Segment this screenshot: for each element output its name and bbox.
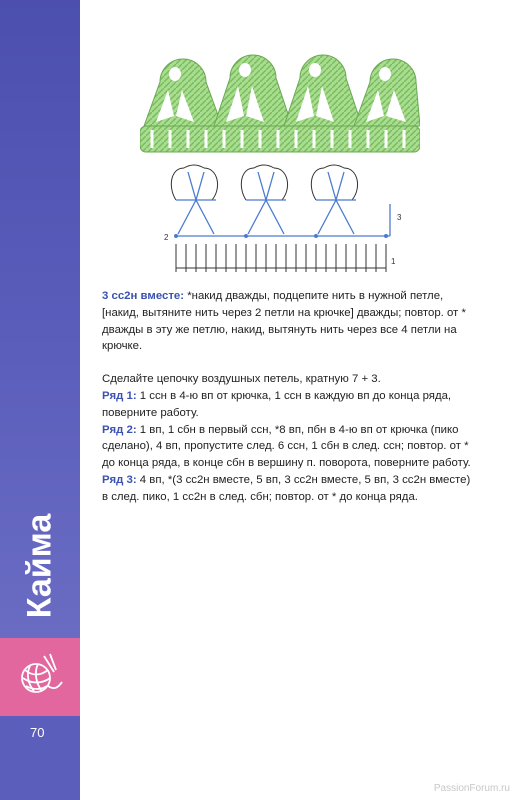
row-3-instruction (102, 472, 474, 506)
row-2-label: Ряд 2: (102, 423, 137, 436)
stitch-term: 3 сс2н вместе: (102, 290, 185, 302)
crochet-chart-diagram (160, 160, 410, 280)
row-3-label: Ряд 3: (102, 473, 137, 486)
row-1-text: 1 ссн в 4-ю вп от крючка, 1 ссн в каждую вп до конца ряда, поверните работу. (102, 389, 452, 419)
stitch-term-description: *накид дважды, подцепите нить в нужной петле, [накид, вытяните нить через 2 петли на крючке] дважды; повтор. от * дважды в эту же петлю, накид, вытянуть нить через все 4 петли на крючке. (102, 290, 466, 353)
stitch-definition (102, 288, 474, 355)
row-2-instruction (102, 422, 474, 472)
watermark: PassionForum.ru (433, 783, 510, 794)
page-number: 70 (30, 725, 45, 740)
row-3-text: 4 вп, *(3 сс2н вместе, 5 вп, 3 сс2н вместе, 5 вп, 3 сс2н вместе) в след. пико, 1 сс2н в след. сбн; повтор. от * до конца ряда. (102, 473, 471, 503)
pattern-instructions (102, 288, 474, 506)
section-title-text: Кайма (20, 513, 59, 619)
diagram-row-2-label: 2 (164, 233, 169, 242)
pattern-intro: Сделайте цепочку воздушных петель, кратную 7 + 3. (102, 373, 381, 386)
section-title (8, 508, 72, 624)
diagram-row-1-label: 1 (391, 257, 396, 266)
diagram-row-3-label: 3 (397, 213, 402, 222)
lace-edging-photo (140, 52, 420, 156)
row-1-instruction (102, 388, 474, 422)
row-1-label: Ряд 1: (102, 389, 137, 402)
row-2-text: 1 вп, 1 сбн в первый ссн, *8 вп, пбн в 4-ю вп от крючка (пико сделано), 4 вп, пропустите след. 6 ссн, 1 сбн в след. ссн; повтор. от * до конца ряда, в конце сбн в вершину п. поворота, поверните работу. (102, 423, 471, 470)
yarn-ball-icon (14, 650, 66, 702)
sidebar (0, 0, 80, 800)
